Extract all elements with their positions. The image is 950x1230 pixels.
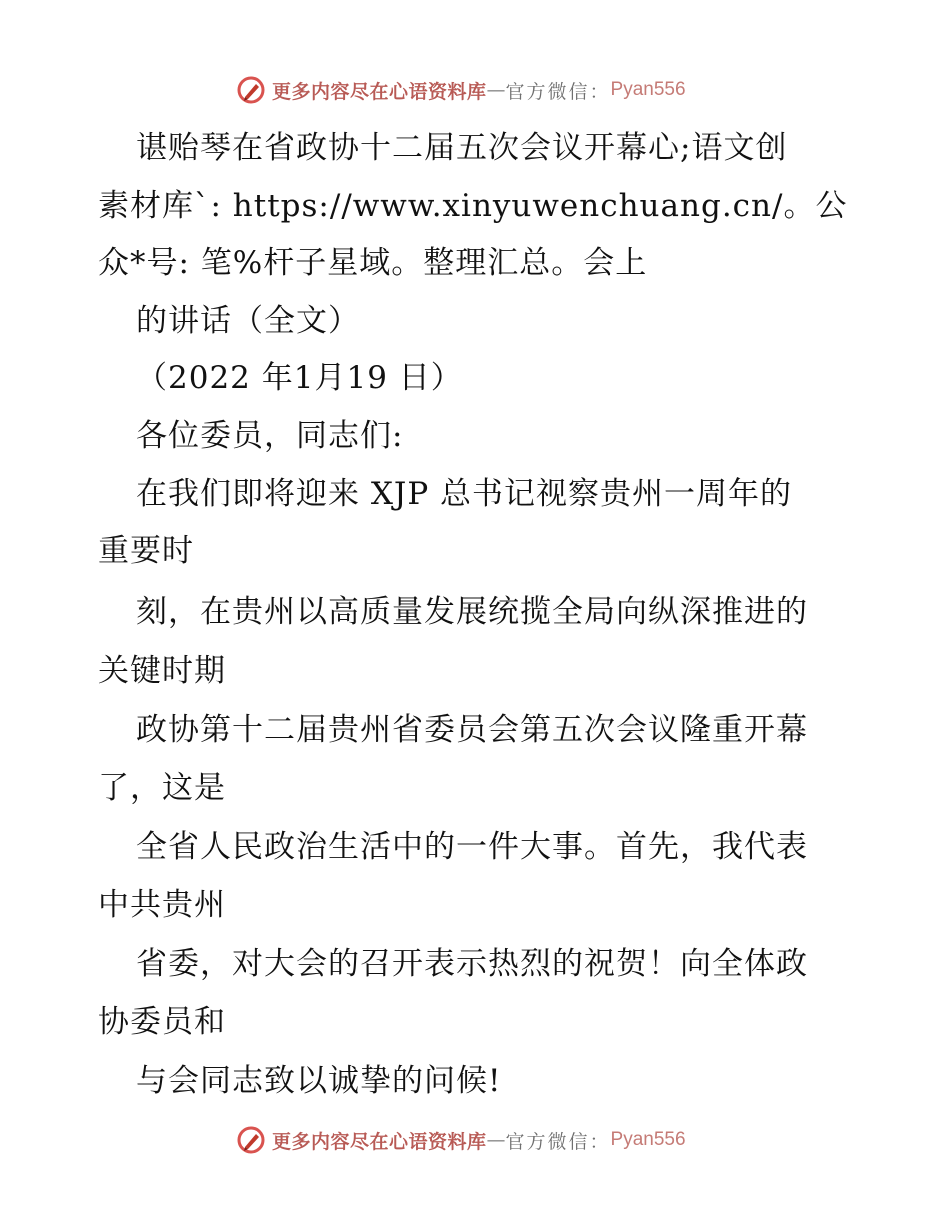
header-banner xyxy=(236,74,686,106)
text-line: 与会同志致以诚挚的问候! xyxy=(136,1063,502,1099)
banner-wechat-id: Pyan556 xyxy=(610,1129,686,1150)
text-line: 全省人民政治生活中的一件大事。首先，我代表 xyxy=(136,829,808,865)
text-line: 在我们即将迎来 XJP 总书记视察贵州一周年的 xyxy=(136,476,793,512)
text-line: 素材库`: https://www.xinyuwenchuang.cn/。公 xyxy=(98,188,848,224)
text-line: 省委，对大会的召开表示热烈的祝贺！向全体政 xyxy=(136,946,808,982)
text-line: 中共贵州 xyxy=(98,887,226,923)
text-line: 各位委员，同志们: xyxy=(136,418,404,454)
red-pen-circle-icon xyxy=(236,1125,266,1155)
banner-wechat-label: 官方微信： xyxy=(505,1130,611,1153)
text-line: 的讲话（全文） xyxy=(136,303,360,339)
red-pen-circle-icon xyxy=(236,75,266,105)
banner-wechat-label: 官方微信： xyxy=(505,80,611,103)
banner-wechat-id: Pyan556 xyxy=(610,79,686,100)
banner-brand: 更多内容尽在心语资料库 xyxy=(272,80,487,103)
banner-brand: 更多内容尽在心语资料库 xyxy=(272,1130,487,1153)
text-line: 重要时 xyxy=(98,533,194,569)
text-line: 谌贻琴在省政协十二届五次会议开幕心;语文创 xyxy=(136,130,788,166)
text-line: 了，这是 xyxy=(98,770,226,806)
text-line: 刻，在贵州以高质量发展统揽全局向纵深推进的 xyxy=(136,594,808,630)
text-line: （2022 年1月19 日） xyxy=(136,360,463,396)
text-line: 协委员和 xyxy=(98,1004,226,1040)
banner-dash: — xyxy=(486,79,506,101)
text-line: 关键时期 xyxy=(98,653,226,689)
banner-dash: — xyxy=(486,1129,506,1151)
text-line: 众*号: 笔%杆子星域。整理汇总。会上 xyxy=(98,245,648,281)
footer-banner xyxy=(236,1124,686,1156)
text-line: 政协第十二届贵州省委员会第五次会议隆重开幕 xyxy=(136,712,808,748)
